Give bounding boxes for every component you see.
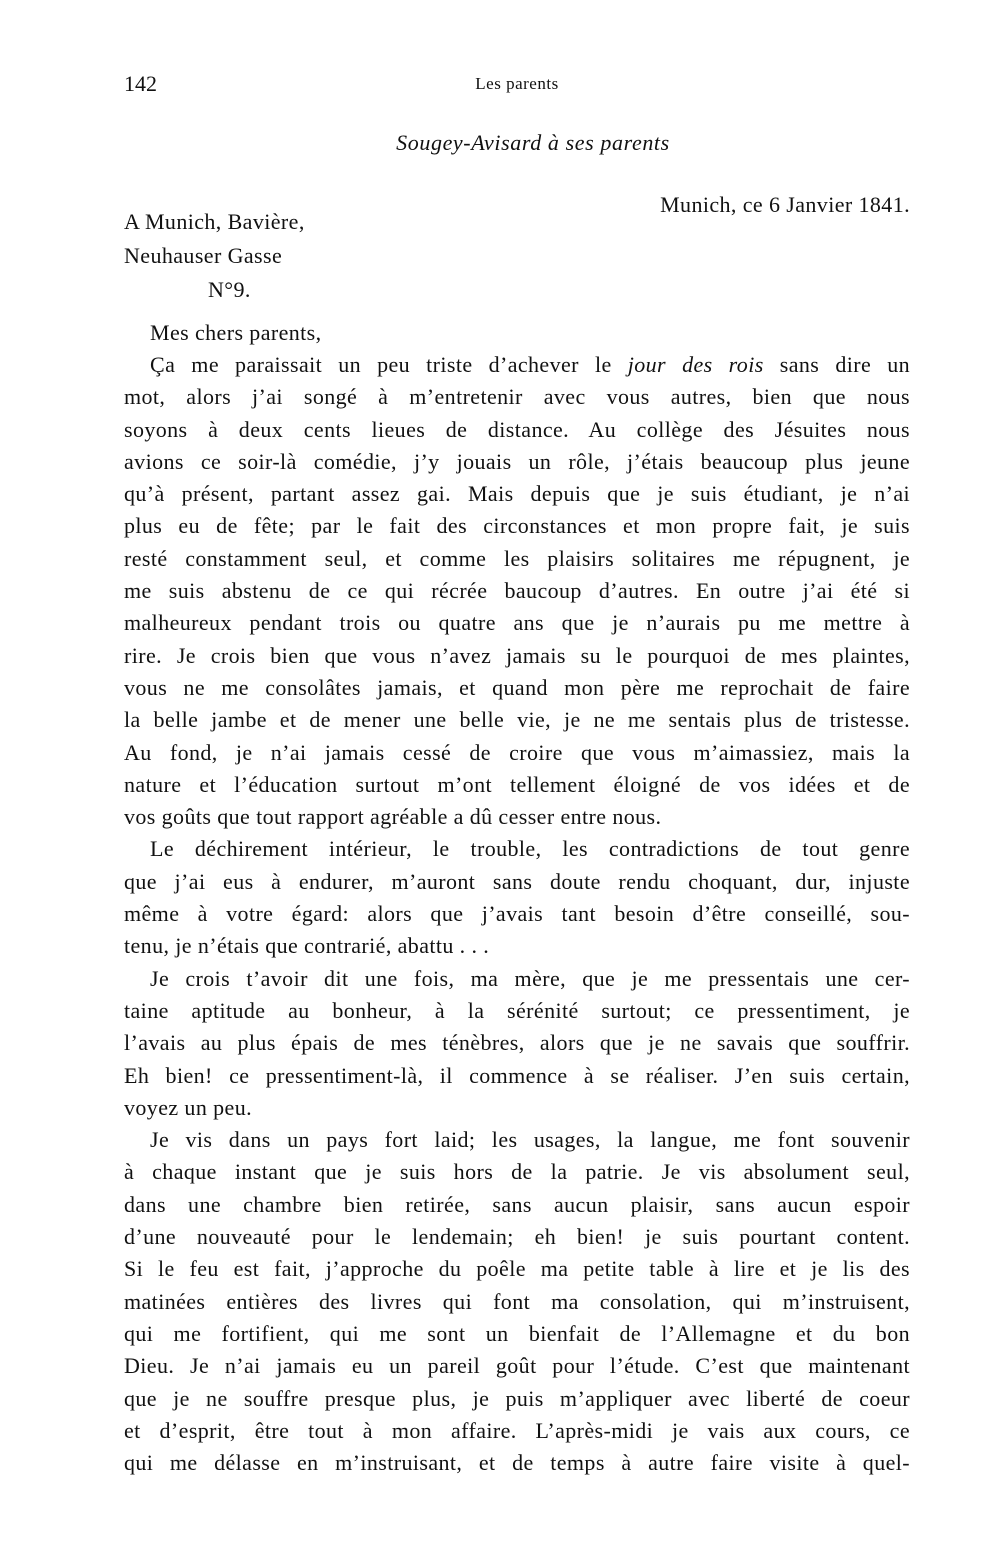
- text-line: malheureux pendant trois ou quatre ans que je n’aurais pu me mettre à: [124, 610, 910, 636]
- text-line: resté constamment seul, et comme les plaisirs solitaires me répugnent, je: [124, 545, 910, 571]
- text-line: avions ce soir-là comédie, j’y jouais un rôle, j’étais beaucoup plus jeune: [124, 448, 910, 474]
- running-head: Les parents: [475, 74, 559, 93]
- text-line: l’avais au plus épais de mes ténèbres, alors que je ne savais que souffrir.: [124, 1030, 910, 1056]
- text-line: Je vis dans un pays fort laid; les usages, la langue, me font souvenir: [150, 1127, 910, 1153]
- text-line: Ça me paraissait un peu triste d’achever le jour des rois sans dire un: [150, 352, 910, 377]
- letter-salutation: Mes chers parents,: [150, 320, 322, 345]
- text-line: matinées entières des livres qui font ma consolation, qui m’instruisent,: [124, 1288, 910, 1314]
- text-line: Si le feu est fait, j’approche du poêle ma petite table à lire et je lis des: [124, 1256, 910, 1282]
- text-line: la belle jambe et de mener une belle vie, je ne me sentais plus de tristesse.: [124, 707, 910, 733]
- text-line: à chaque instant que je suis hors de la patrie. Je vis absolument seul,: [124, 1159, 910, 1185]
- text-line: Dieu. Je n’ai jamais eu un pareil goût pour l’étude. C’est que maintenant: [124, 1353, 910, 1379]
- text-line: et d’esprit, être tout à mon affaire. L’après-midi je vais aux cours, ce: [124, 1417, 910, 1443]
- text-line: vous ne me consolâtes jamais, et quand mon père me reprochait de faire: [124, 674, 910, 700]
- text-line: vos goûts que tout rapport agréable a dû cesser entre nous.: [124, 804, 662, 830]
- text-line: Je crois t’avoir dit une fois, ma mère, que je me pressentais une cer-: [150, 965, 910, 991]
- text-line: Au fond, je n’ai jamais cessé de croire que vous m’aimassiez, mais la: [124, 739, 910, 765]
- text-line: voyez un peu.: [124, 1094, 252, 1120]
- letter-paragraph: [124, 963, 910, 1124]
- text-line: tenu, je n’étais que contrarié, abattu . . .: [124, 933, 490, 959]
- text-line: qu’à présent, partant assez gai. Mais depuis que je suis étudiant, je n’ai: [124, 481, 910, 507]
- text-line: que j’ai eus à endurer, m’auront sans doute rendu choquant, dur, injuste: [124, 868, 910, 894]
- text-line: plus eu de fête; par le fait des circonstances et mon propre fait, je suis: [124, 513, 910, 539]
- letter-title: Sougey-Avisard à ses parents: [396, 130, 670, 155]
- letter-address: [124, 205, 305, 307]
- text-line: mot, alors j’ai songé à m’entretenir avec vous autres, bien que nous: [124, 384, 910, 410]
- text-line: soyons à deux cents lieues de distance. Au collège des Jésuites nous: [124, 416, 910, 442]
- text-line: même à votre égard: alors que j’avais tant besoin d’être conseillé, sou-: [124, 901, 910, 927]
- letter-paragraph: [124, 833, 910, 962]
- address-line-number: N°9.: [208, 277, 251, 302]
- text-line: qui me délasse en m’instruisant, et de temps à autre faire visite à quel-: [124, 1450, 910, 1476]
- text-line: d’une nouveauté pour le lendemain; eh bien! je suis pourtant content.: [124, 1224, 910, 1250]
- text-line: Eh bien! ce pressentiment-là, il commence à se réaliser. J’en suis certain,: [124, 1062, 910, 1088]
- address-line-street: Neuhauser Gasse: [124, 243, 283, 268]
- letter-body: [124, 349, 910, 1479]
- address-line-city: A Munich, Bavière,: [124, 209, 305, 234]
- text-line: qui me fortifient, qui me sont un bienfait de l’Allemagne et du bon: [124, 1320, 910, 1346]
- text-line: Le déchirement intérieur, le trouble, les contradictions de tout genre: [150, 836, 910, 862]
- letter-paragraph: [124, 349, 910, 833]
- text-line: me suis abstenu de ce qui récrée baucoup d’autres. En outre j’ai été si: [124, 578, 910, 604]
- page-number: 142: [124, 71, 157, 96]
- text-line: nature et l’éducation surtout m’ont tellement éloigné de vos idées et de: [124, 771, 910, 797]
- letter-paragraph: [124, 1124, 910, 1479]
- text-line: taine aptitude au bonheur, à la sérénité surtout; ce pressentiment, je: [124, 997, 910, 1023]
- text-line: que je ne souffre presque plus, je puis m’appliquer avec liberté de coeur: [124, 1385, 910, 1411]
- letter-dateline: Munich, ce 6 Janvier 1841.: [660, 192, 910, 217]
- text-line: dans une chambre bien retirée, sans aucun plaisir, sans aucun espoir: [124, 1191, 910, 1217]
- text-line: rire. Je crois bien que vous n’avez jamais su le pourquoi de mes plaintes,: [124, 642, 910, 668]
